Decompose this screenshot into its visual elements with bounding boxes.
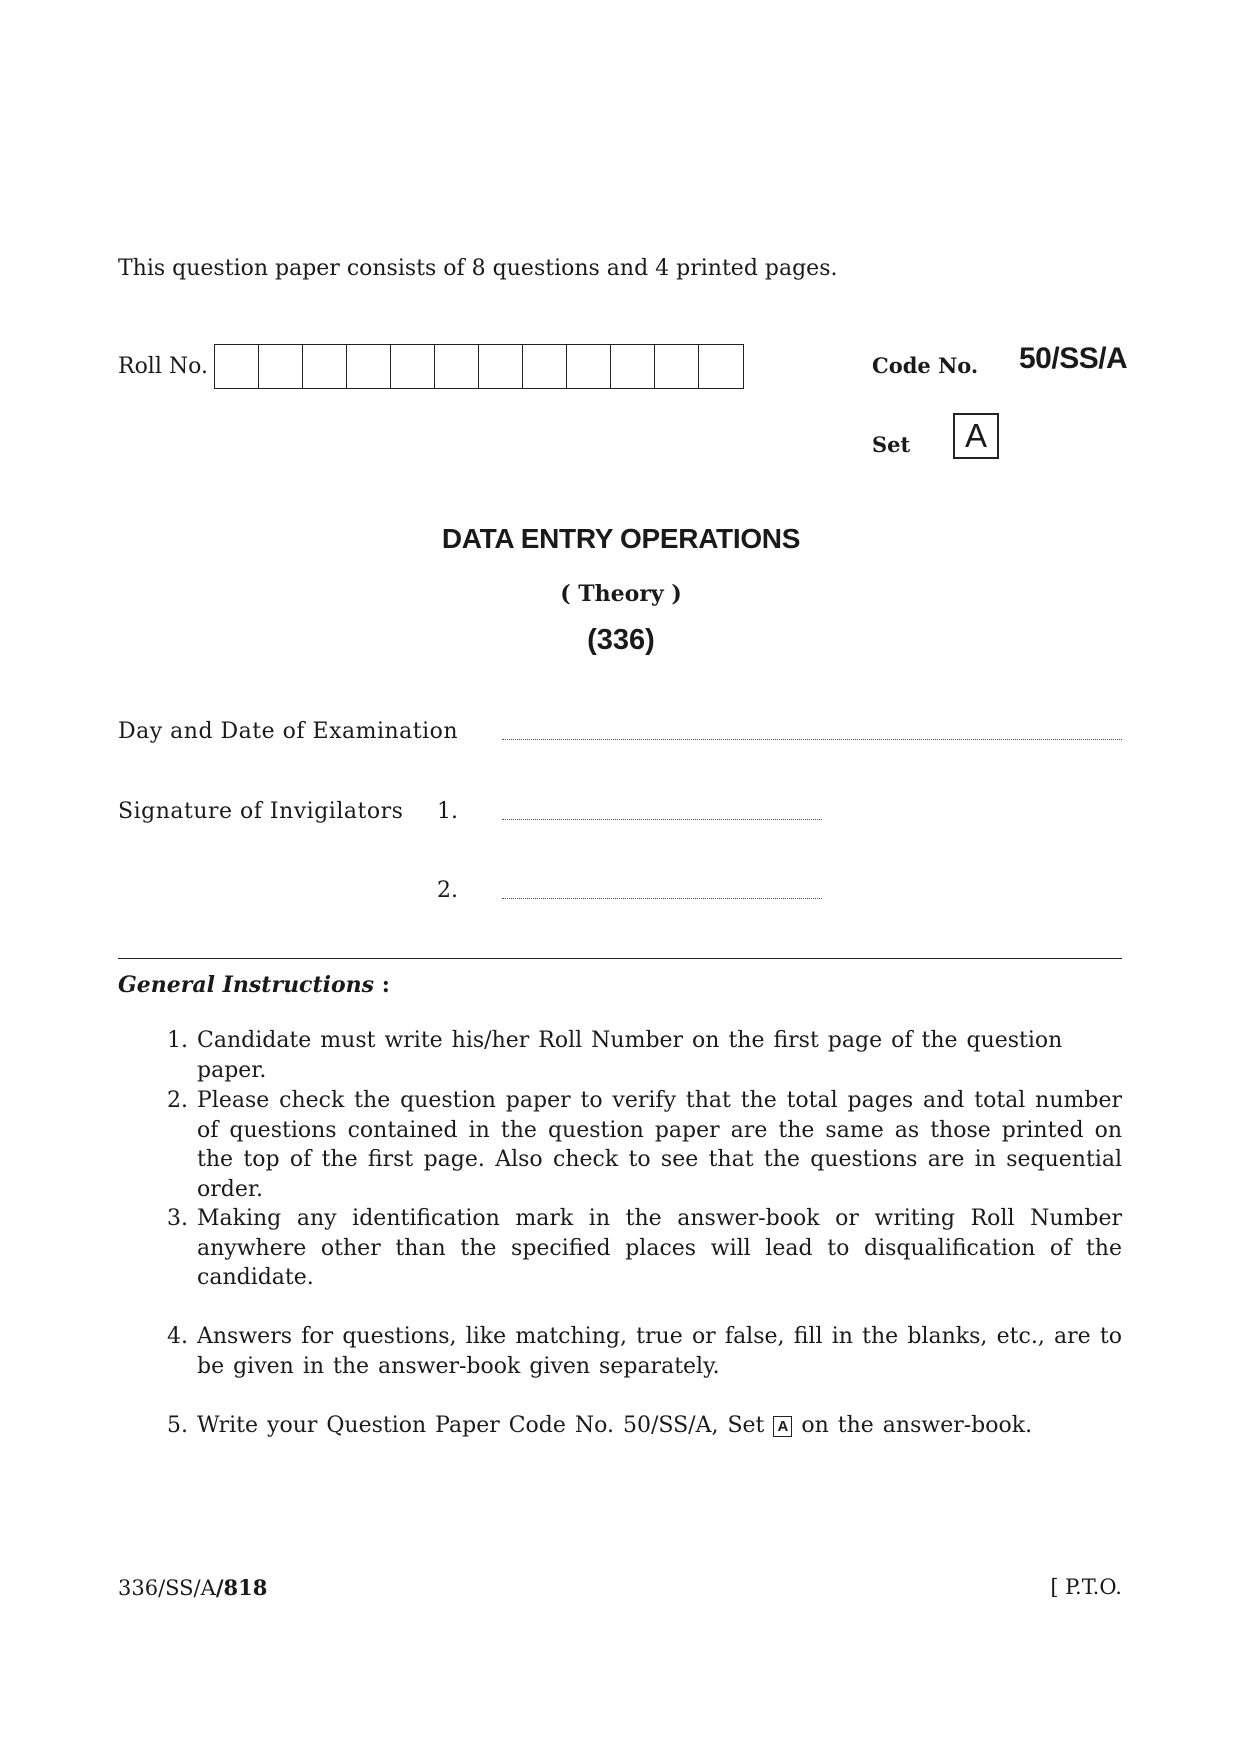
roll-number-boxes[interactable]	[214, 344, 744, 389]
instruction-text-after: on the answer-book.	[801, 1413, 1033, 1438]
set-mini-box: A	[773, 1416, 792, 1437]
instruction-text: Please check the question paper to verify that the total pages and total number of questions contained in the question paper are the same as those printed on the top of the first page. Also check to see that the questions are in sequential order.	[197, 1088, 1122, 1202]
instruction-item	[148, 1322, 1122, 1381]
instruction-item	[148, 1204, 1122, 1293]
subject-title: DATA ENTRY OPERATIONS	[441, 523, 801, 554]
instruction-text-before: Write your Question Paper Code No. 50/SS/A, Set	[197, 1413, 765, 1438]
invigilator-1-number: 1.	[437, 799, 458, 824]
instruction-text	[197, 1411, 1122, 1441]
invigilator-2-signature-line[interactable]	[502, 898, 822, 899]
instruction-text: Making any identification mark in the answer-book or writing Roll Number anywhere other than the specified places will lead to disqualification of the candidate.	[197, 1206, 1122, 1290]
instruction-text: Answers for questions, like matching, true or false, fill in the blanks, etc., are to be given in the answer-book given separately.	[197, 1324, 1122, 1379]
instruction-number: 1.	[167, 1028, 188, 1053]
instructions-heading-colon: :	[381, 972, 390, 998]
roll-number-label: Roll No.	[118, 354, 208, 379]
roll-number-box[interactable]	[435, 345, 479, 388]
code-number-label: Code No.	[872, 353, 979, 378]
instruction-item	[148, 1411, 1122, 1441]
exam-date-label: Day and Date of Examination	[118, 719, 459, 744]
exam-date-line[interactable]	[502, 739, 1122, 740]
instructions-heading-text: General Instructions	[118, 972, 375, 998]
roll-number-box[interactable]	[391, 345, 435, 388]
roll-number-box[interactable]	[655, 345, 699, 388]
instruction-number: 4.	[167, 1324, 188, 1349]
instruction-item	[148, 1086, 1122, 1204]
footer-paper-code	[118, 1575, 267, 1600]
footer-code-suffix: /818	[215, 1575, 268, 1600]
instruction-number: 5.	[167, 1413, 188, 1438]
instruction-number: 2.	[167, 1088, 188, 1113]
roll-number-box[interactable]	[347, 345, 391, 388]
set-label: Set	[872, 432, 911, 457]
roll-number-box[interactable]	[567, 345, 611, 388]
roll-number-box[interactable]	[259, 345, 303, 388]
roll-number-box[interactable]	[611, 345, 655, 388]
subject-subtitle: ( Theory )	[560, 581, 682, 607]
instruction-item	[148, 1026, 1122, 1085]
roll-number-box[interactable]	[303, 345, 347, 388]
subject-code: (336)	[587, 624, 655, 656]
instructions-heading	[118, 972, 390, 998]
invigilator-2-number: 2.	[437, 878, 458, 903]
footer-pto: [ P.T.O.	[1050, 1575, 1122, 1599]
divider-line	[118, 958, 1122, 959]
instruction-text: Candidate must write his/her Roll Number on the first page of the question paper.	[197, 1028, 1063, 1083]
roll-number-box[interactable]	[523, 345, 567, 388]
roll-number-box[interactable]	[699, 345, 743, 388]
roll-number-box[interactable]	[479, 345, 523, 388]
code-number-value: 50/SS/A	[1019, 342, 1128, 375]
invigilators-label: Signature of Invigilators	[118, 799, 404, 824]
roll-number-box[interactable]	[215, 345, 259, 388]
invigilator-1-signature-line[interactable]	[502, 819, 822, 820]
instruction-number: 3.	[167, 1206, 188, 1231]
footer-code-prefix: 336/SS/A	[118, 1576, 216, 1600]
paper-info-line: This question paper consists of 8 questions and 4 printed pages.	[118, 256, 838, 281]
set-value-box: A	[953, 413, 999, 459]
